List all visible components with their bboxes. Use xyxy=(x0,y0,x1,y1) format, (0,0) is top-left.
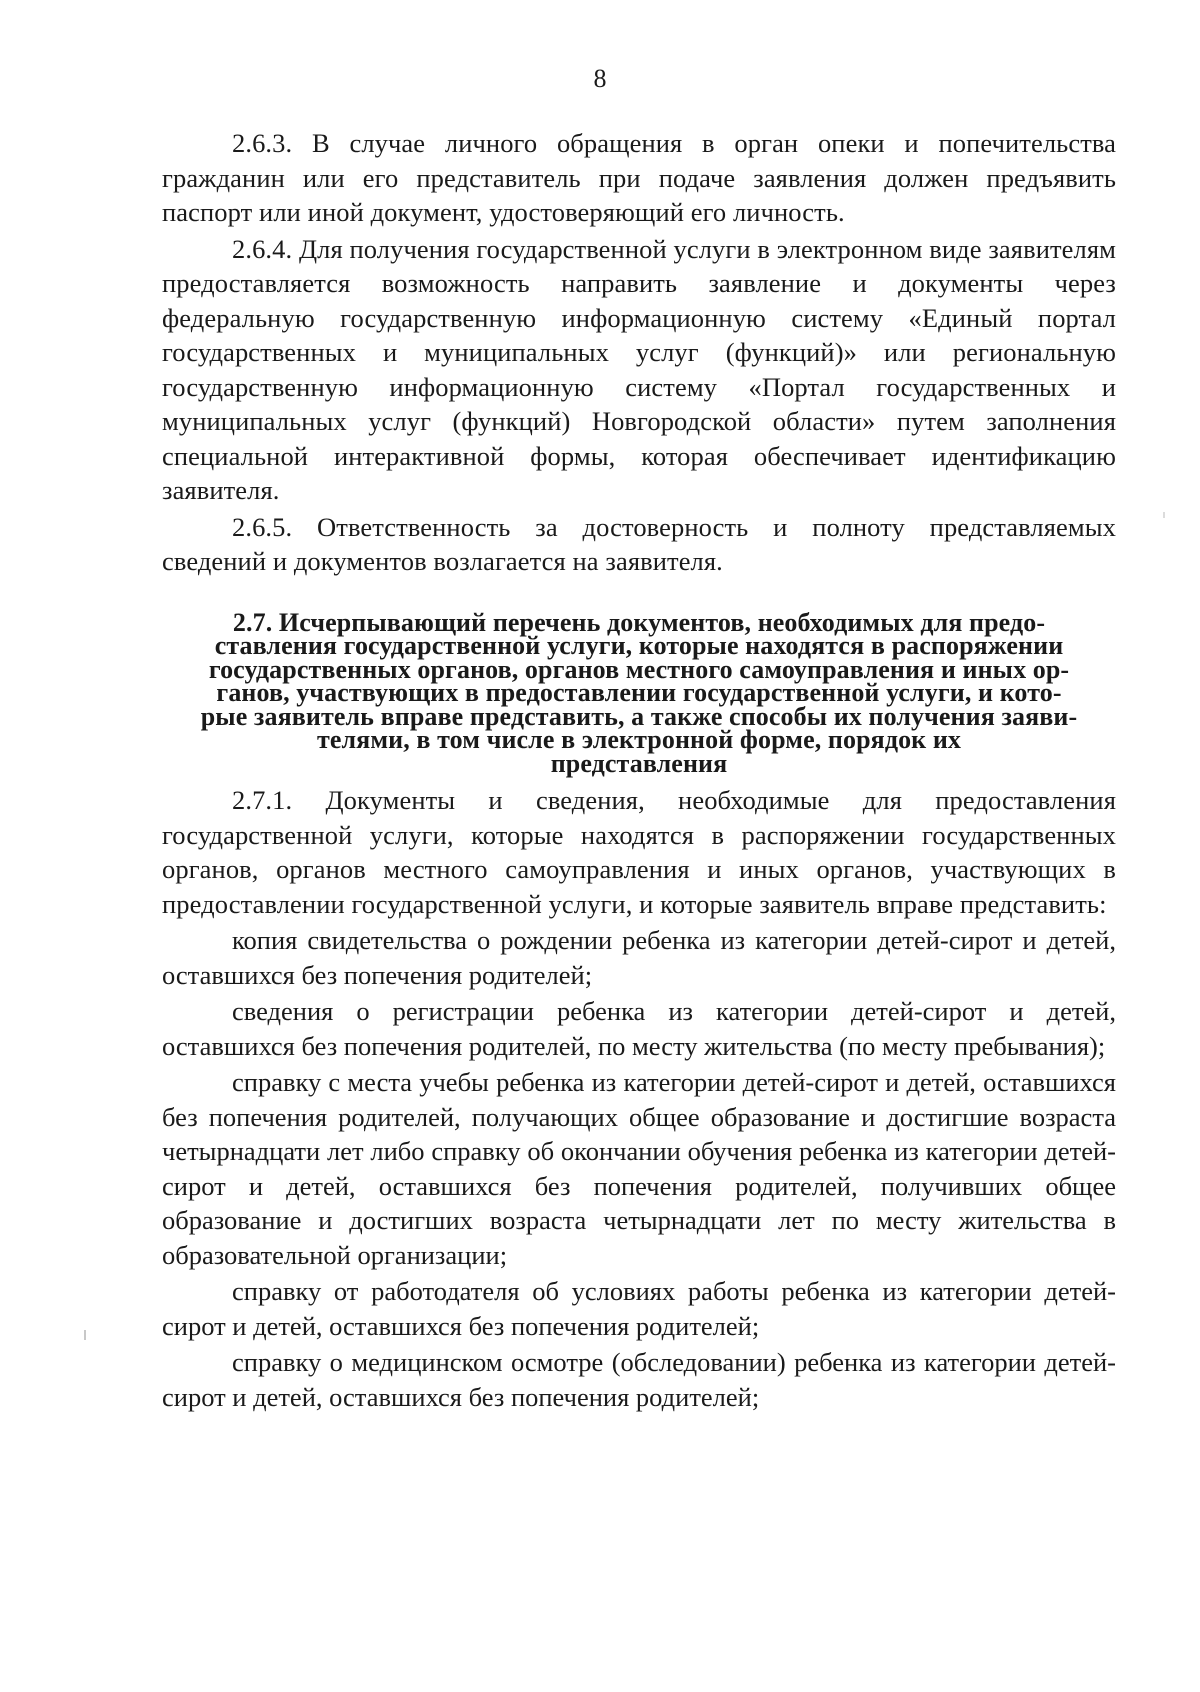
list-item: копия свидетельства о рождении ребенка из категории детей-сирот и детей, оставшихся без попечения родителей; xyxy=(162,925,1116,990)
list-item: справку от работодателя об условиях работы ребенка из категории детей-сирот и детей, оставшихся без попечения родителей; xyxy=(162,1276,1116,1341)
scan-artifact xyxy=(84,1330,86,1340)
list-item: справку о медицинском осмотре (обследовании) ребенка из категории детей-сирот и детей, оставшихся без попечения родителей; xyxy=(162,1347,1116,1412)
section-heading-2-7 xyxy=(162,607,1116,778)
heading-line: телями, в том числе в электронной форме, порядок их xyxy=(316,725,962,754)
heading-line: 2.7. Исчерпывающий перечень документов, необходимых для предо- xyxy=(232,607,1046,637)
heading-line: ставления государственной услуги, которые находятся в распоряжении xyxy=(214,631,1064,660)
list-item: сведения о регистрации ребенка из категории детей-сирот и детей, оставшихся без попечения родителей, по месту жительства (по месту пребывания); xyxy=(162,996,1116,1061)
paragraph-2-7-1: 2.7.1. Документы и сведения, необходимые для предоставления государственной услуги, которые находятся в распоряжении государственных органов, органов местного самоуправления и иных органов, участвующих в предоставлении государственной услуги, и которые заявитель вправе представить: xyxy=(162,785,1116,919)
heading-line: государственных органов, органов местного самоуправления и иных ор- xyxy=(208,654,1070,684)
page-content xyxy=(162,126,1116,1416)
page-number: 8 xyxy=(593,64,607,93)
heading-line: представления xyxy=(550,748,728,778)
list-item: справку с места учебы ребенка из категории детей-сирот и детей, оставшихся без попечения родителей, получающих общее образование и достигшие возраста четырнадцати лет либо справку об окончании обучения ребенка из категории детей-сирот и детей, оставшихся без попечения родителей, получивших общее образование и достигших возраста четырнадцати лет по месту жительства в образовательной организации; xyxy=(162,1067,1116,1270)
paragraph-2-6-5: 2.6.5. Ответственность за достоверность и полноту представляемых сведений и документов возлагается на заявителя. xyxy=(162,511,1116,576)
heading-line: ганов, участвующих в предоставлении государственной услуги, и кото- xyxy=(216,678,1062,707)
heading-line: рые заявитель вправе представить, а также способы их получения заяви- xyxy=(200,701,1078,731)
scan-artifact xyxy=(1163,512,1165,518)
paragraph-2-6-4: 2.6.4. Для получения государственной услуги в электронном виде заявителям предоставляется возможность направить заявление и документы через федеральную государственную информационную систему «Единый портал государственных и муниципальных услуг (функций)» или региональную государственную информационную систему «Портал государственных и муниципальных услуг (функций) Новгородской области» путем заполнения специальной интерактивной формы, которая обеспечивает идентификацию заявителя. xyxy=(162,233,1116,505)
paragraph-2-6-3: 2.6.3. В случае личного обращения в орган опеки и попечительства гражданин или его представитель при подаче заявления должен предъявить паспорт или иной документ, удостоверяющий его личность. xyxy=(162,128,1116,227)
